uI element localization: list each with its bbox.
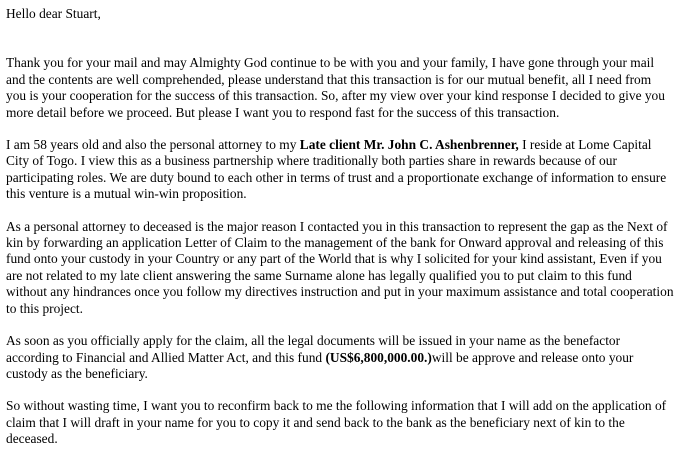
greeting: Hello dear Stuart, [6, 6, 101, 21]
claim-text-after: will be approve and release onto your custody as the beneficiary. [6, 349, 634, 381]
attorney-text-after: I reside at Lome Capital City of Togo. I view this as a business partnership where traditionally both parties share in rewards because of our participating roles. We are duty bound to each other in terms of trust and a proportionate exchange of information to ensure this venture is a mutual win-win proposition. [6, 137, 667, 202]
paragraph-introduction: Thank you for your mail and may Almighty God continue to be with you and your family, I have gone through your mail and the contents are well comprehended, please understand that this transaction is for our mutual benefit, all I need from you is your cooperation for the success of this transaction. So, after my view over your kind response I decided to give you more detail before we proceed. But please I want you to respond fast for the success of this transaction. [6, 55, 665, 120]
paragraph-attorney [6, 137, 674, 203]
paragraph-claim [6, 333, 674, 382]
paragraph-reconfirm: So without wasting time, I want you to reconfirm back to me the following information that I will add on the application of claim that I will draft in your name for you to copy it and send back to the bank as the beneficiary next of kin to the deceased. [6, 398, 667, 447]
fund-amount: (US$6,800,000.00.) [325, 349, 432, 365]
email-body [6, 6, 674, 448]
late-client-name: Late client Mr. John C. Ashenbrenner, [299, 137, 519, 153]
paragraph-next-of-kin: As a personal attorney to deceased is the major reason I contacted you in this transaction to represent the gap as the Next of kin by forwarding an application Letter of Claim to the management of the bank for Onward approval and releasing of this fund onto your custody in your Country or any part of the World that is why I solicited for your kind assistant, Even if you are not related to my late client answering the same Surname alone has legally qualified you to put claim to this fund without any hindrances once you follow my directives instruction and put in your maximum assistance and total cooperation to this project. [6, 218, 674, 316]
attorney-text-before: I am 58 years old and also the personal attorney to my [6, 137, 300, 153]
claim-text-before: As soon as you officially apply for the claim, all the legal documents will be issued in your name as the benefactor according to Financial and Allied Matter Act, and this fund [6, 333, 621, 365]
